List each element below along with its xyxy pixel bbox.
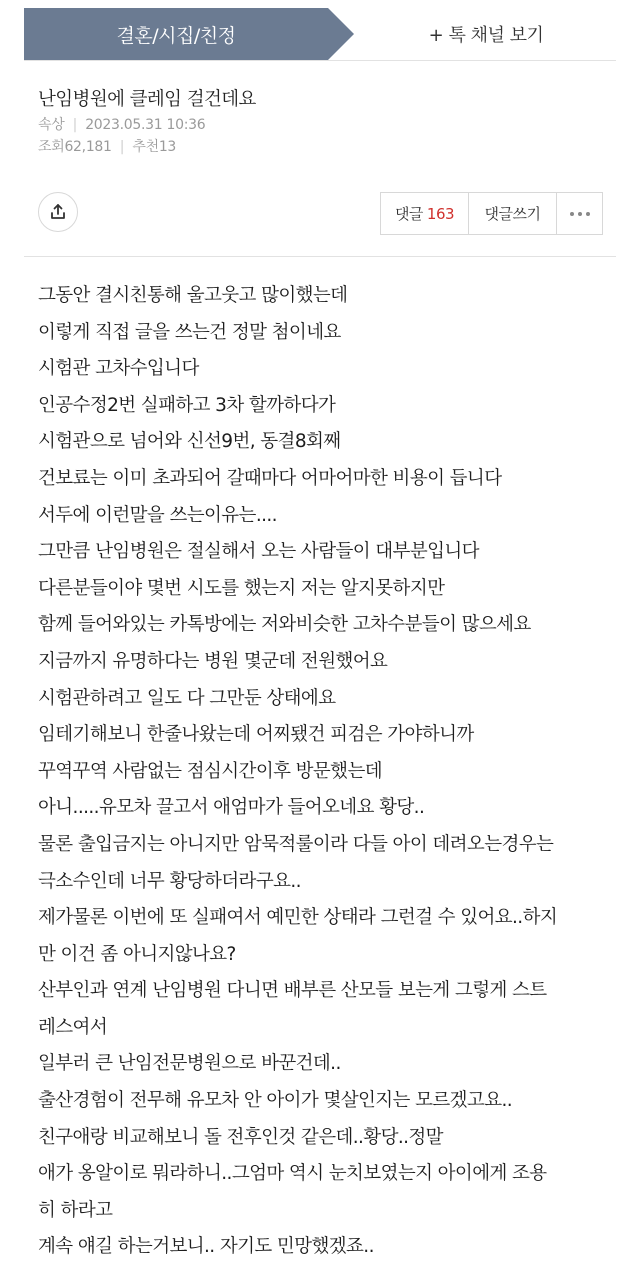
write-comment-label: 댓글쓰기	[484, 205, 541, 223]
comments-count: 163	[426, 204, 455, 223]
post-meta-stats	[38, 136, 598, 158]
comment-actions	[380, 192, 603, 235]
write-comment-button[interactable]	[469, 193, 557, 234]
comments-label: 댓글	[394, 205, 423, 223]
body-line: 애가 옹알이로 뭐라하니..그엄마 역시 눈치보였는지 아이에게 조용	[38, 1163, 547, 1185]
body-line: 산부인과 연계 난임병원 다니면 배부른 산모들 보는게 그렇게 스트	[38, 980, 547, 1002]
body-line: 시험관 고차수입니다	[38, 358, 199, 380]
body-line: 친구애랑 비교해보니 돌 전후인것 같은데..황당..정말	[38, 1126, 443, 1148]
body-line: 아니.....유모차 끌고서 애엄마가 들어오네요 황당..	[38, 797, 425, 819]
body-line: 레스여서	[38, 1016, 108, 1038]
tab-category-active[interactable]	[24, 8, 356, 60]
body-line: 다른분들이야 몇번 시도를 했는지 저는 알지못하지만	[38, 577, 445, 599]
post-header	[38, 86, 598, 158]
recommend-count: 13	[158, 139, 177, 155]
post-title: 난임병원에 클레임 걸건데요	[38, 89, 256, 110]
body-line: 그만큼 난임병원은 절실해서 오는 사람들이 대부분입니다	[38, 541, 479, 563]
meta-separator: |	[72, 117, 78, 133]
body-line: 물론 출입금지는 아니지만 암묵적룰이라 다들 아이 데려오는경우는	[38, 833, 554, 855]
tab-bar	[24, 8, 616, 60]
body-line: 제가물론 이번에 또 실패여서 예민한 상태라 그런걸 수 있어요..하지	[38, 907, 558, 929]
body-line: 만 이건 좀 아니지않나요?	[38, 943, 236, 965]
tab-category-label: 결혼/시집/친정	[116, 24, 236, 47]
views-label: 조회	[38, 139, 65, 155]
tab-view-channel[interactable]	[356, 8, 616, 60]
tab-divider	[24, 60, 616, 61]
share-icon	[49, 203, 67, 221]
body-line: 극소수인데 너무 황당하더라구요..	[38, 870, 301, 892]
tab-channel-label: + 톡 채널 보기	[428, 25, 544, 46]
comments-button[interactable]	[381, 193, 469, 234]
meta-separator: |	[119, 139, 125, 155]
body-line: 계속 얘길 하는거보니.. 자기도 민망했겠죠..	[38, 1236, 374, 1258]
post-author: 속상	[38, 117, 65, 133]
body-line: 함께 들어와있는 카톡방에는 저와비슷한 고차수분들이 많으세요	[38, 614, 531, 636]
body-line: 꾸역꾸역 사람없는 점심시간이후 방문했는데	[38, 760, 382, 782]
share-button[interactable]	[38, 192, 78, 232]
body-line: 이렇게 직접 글을 쓰는건 정말 첨이네요	[38, 321, 341, 343]
body-line: 그동안 결시친통해 울고웃고 많이했는데	[38, 285, 348, 306]
body-line: 히 하라고	[38, 1199, 113, 1221]
post-body	[38, 278, 608, 1266]
body-line: 건보료는 이미 초과되어 갈때마다 어마어마한 비용이 듭니다	[38, 467, 502, 489]
views-count: 62,181	[64, 139, 112, 155]
post-meta-author-date	[38, 114, 598, 136]
recommend-label: 추천	[132, 139, 159, 155]
body-line: 시험관하려고 일도 다 그만둔 상태에요	[38, 687, 336, 709]
body-line: 출산경험이 전무해 유모차 안 아이가 몇살인지는 모르겠고요..	[38, 1090, 513, 1112]
post-date: 2023.05.31 10:36	[85, 117, 206, 133]
body-line: 임테기해보니 한줄나왔는데 어찌됐건 피검은 가야하니까	[38, 724, 474, 746]
more-options-button[interactable]	[557, 193, 602, 234]
more-icon	[569, 211, 591, 217]
body-line: 서두에 이런말을 쓰는이유는....	[38, 504, 277, 526]
content-divider	[24, 256, 616, 257]
body-line: 인공수정2번 실패하고 3차 할까하다가	[38, 394, 336, 416]
body-line: 지금까지 유명하다는 병원 몇군데 전원했어요	[38, 650, 388, 672]
body-line: 일부러 큰 난임전문병원으로 바꾼건데..	[38, 1053, 341, 1075]
body-line: 시험관으로 넘어와 신선9번, 동결8회째	[38, 431, 341, 453]
